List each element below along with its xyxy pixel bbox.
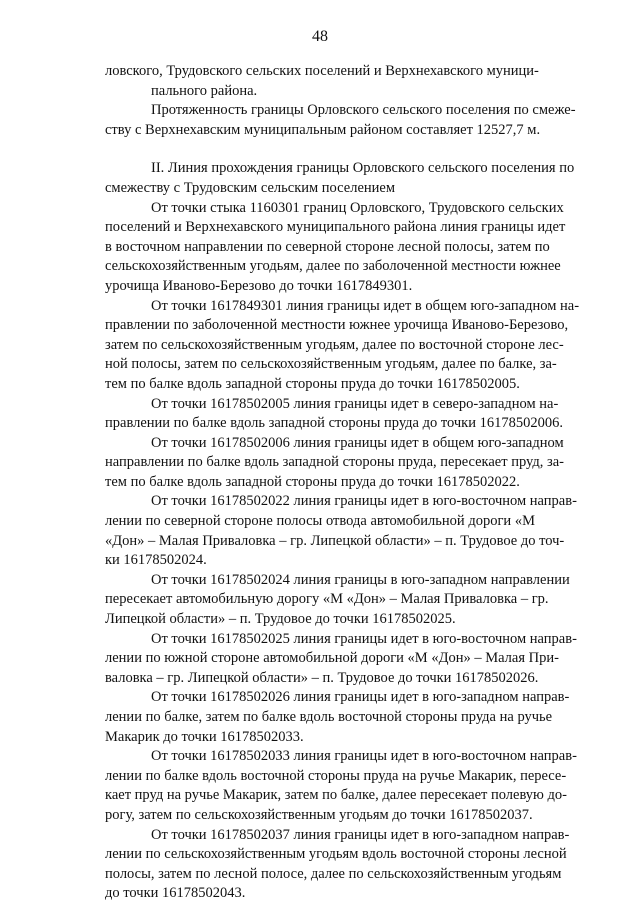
paragraph-1 xyxy=(105,199,566,297)
section-spacer xyxy=(105,140,535,159)
paragraph-9 xyxy=(105,747,577,825)
text-line: ки 16178502024. xyxy=(105,552,207,569)
text-line: От точки 16178502005 линия границы идет в северо-западном на- xyxy=(151,395,559,412)
paragraph-6 xyxy=(105,571,570,630)
text-line: полосы, затем по лесной полосе, далее по сельскохозяйственным угодьям xyxy=(105,865,562,882)
text-line: пересекает автомобильную дорогу «М «Дон» – Малая Приваловка – гр. xyxy=(105,591,549,608)
text-line: От точки 16178502024 линия границы в юго-западном направлении xyxy=(151,571,570,588)
paragraph-3 xyxy=(105,395,563,434)
text-line: лении по южной стороне автомобильной дороги «М «Дон» – Малая При- xyxy=(105,650,559,667)
text-line: От точки 16178502037 линия границы идет в юго-западном направ- xyxy=(151,826,570,843)
text-line: лении по балке вдоль восточной стороны пруда на ручье Макарик, пересе- xyxy=(105,767,567,784)
text-line: ству с Верхнехавским муниципальным районом составляет 12527,7 м. xyxy=(105,121,541,138)
text-line: кает пруд на ручье Макарик, затем по балке, далее пересекает полевую до- xyxy=(105,787,567,804)
heading-line: II. Линия прохождения границы Орловского сельского поселения по xyxy=(151,160,575,177)
paragraph-10 xyxy=(105,826,570,904)
section-heading xyxy=(105,159,575,198)
text-line: От точки 16178502006 линия границы идет в общем юго-западном xyxy=(151,434,564,451)
text-line: Протяженность границы Орловского сельского поселения по смеже- xyxy=(151,102,576,119)
text-line: поселений и Верхнехавского муниципального района линия границы идет xyxy=(105,219,566,236)
text-line: до точки 16178502043. xyxy=(105,885,246,902)
text-line: От точки 16178502022 линия границы идет в юго-восточном направ- xyxy=(151,493,577,510)
document-body xyxy=(105,62,580,904)
text-line: От точки 16178502033 линия границы идет в юго-восточном направ- xyxy=(151,748,577,765)
text-line: От точки стыка 1160301 границ Орловского, Трудовского сельских xyxy=(151,199,564,216)
text-line: пального района. xyxy=(151,82,258,99)
paragraph-2 xyxy=(105,297,580,395)
text-line: тем по балке вдоль западной стороны пруда до точки 16178502022. xyxy=(105,473,520,490)
paragraph-5 xyxy=(105,492,577,570)
text-line: Макарик до точки 16178502033. xyxy=(105,728,304,745)
text-line: ной полосы, затем по сельскохозяйственным угодьям, далее по балке, за- xyxy=(105,356,557,373)
text-line: направлении по балке вдоль западной стороны пруда, пересекает пруд, за- xyxy=(105,454,564,471)
text-line: От точки 16178502026 линия границы идет в юго-западном направ- xyxy=(151,689,570,706)
text-line: лении по сельскохозяйственным угодьям вдоль восточной стороны лесной xyxy=(105,846,567,863)
text-line: затем по сельскохозяйственным угодьям, далее по восточной стороне лес- xyxy=(105,336,564,353)
text-line: тем по балке вдоль западной стороны пруда до точки 16178502005. xyxy=(105,375,520,392)
text-line: правлении по заболоченной местности южнее урочища Иваново-Березово, xyxy=(105,317,569,334)
intro-paragraph xyxy=(105,62,539,101)
text-line: сельскохозяйственным угодьям, далее по заболоченной местности южнее xyxy=(105,258,561,275)
text-line: ловского, Трудовского сельских поселений и Верхнехавского муници- xyxy=(105,63,539,79)
text-line: «Дон» – Малая Приваловка – гр. Липецкой области» – п. Трудовое до точ- xyxy=(105,532,565,549)
text-line: От точки 16178502025 линия границы идет в юго-восточном направ- xyxy=(151,630,577,647)
text-line: в восточном направлении по северной стороне лесной полосы, затем по xyxy=(105,238,550,255)
text-line: лении по северной стороне полосы отвода автомобильной дороги «М xyxy=(105,513,535,530)
page-number: 48 xyxy=(312,28,328,45)
paragraph-4 xyxy=(105,434,564,493)
text-line: От точки 1617849301 линия границы идет в общем юго-западном на- xyxy=(151,297,580,314)
text-line: валовка – гр. Липецкой области» – п. Трудовое до точки 16178502026. xyxy=(105,669,539,686)
text-line: правлении по балке вдоль западной стороны пруда до точки 16178502006. xyxy=(105,415,563,432)
heading-line: смежеству с Трудовским сельским поселением xyxy=(105,179,396,196)
length-paragraph xyxy=(105,101,576,140)
text-line: урочища Иваново-Березово до точки 1617849301. xyxy=(105,277,413,294)
paragraph-8 xyxy=(105,688,570,747)
text-line: рогу, затем по сельскохозяйственным угодьям до точки 16178502037. xyxy=(105,806,533,823)
text-line: лении по балке, затем по балке вдоль восточной стороны пруда на ручье xyxy=(105,709,553,725)
paragraph-7 xyxy=(105,630,577,689)
text-line: Липецкой области» – п. Трудовое до точки 16178502025. xyxy=(105,611,456,628)
